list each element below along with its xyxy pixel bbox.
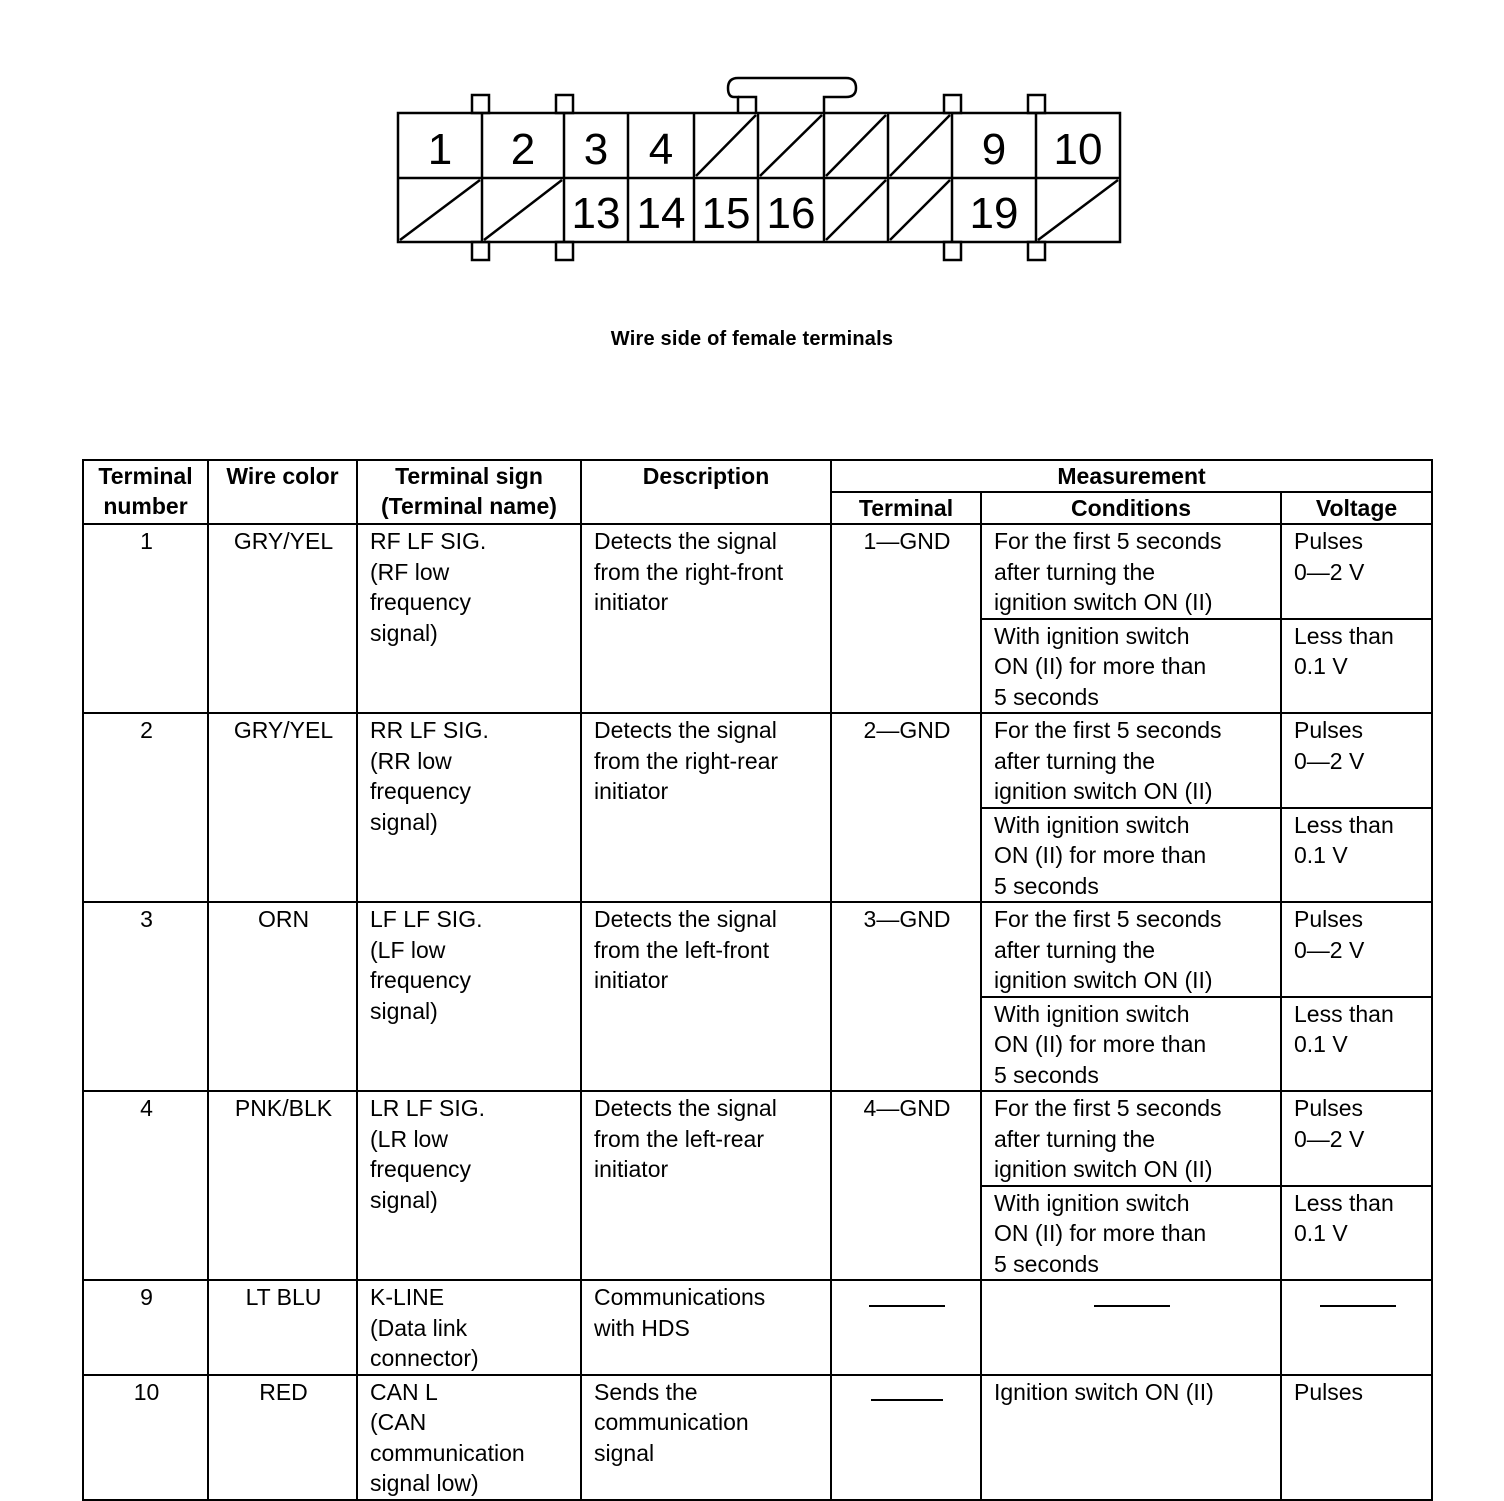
terminal-label: 14: [636, 189, 686, 238]
table-row: [83, 902, 1432, 997]
connector-tab: [1028, 95, 1045, 113]
terminal-sign: LF LF SIG. (LF low frequency signal): [357, 902, 581, 1091]
connector-tab: [472, 242, 489, 260]
connector-tab: [1028, 242, 1045, 260]
terminal-label: 19: [969, 189, 1019, 238]
connector-tab: [472, 95, 489, 113]
terminal-sign: K-LINE (Data link connector): [357, 1280, 581, 1375]
connector-tab: [556, 95, 573, 113]
header-description: Description: [581, 460, 831, 524]
condition: With ignition switch ON (II) for more than 5 seconds: [981, 619, 1281, 714]
condition: With ignition switch ON (II) for more than 5 seconds: [981, 808, 1281, 903]
condition: For the first 5 seconds after turning the ignition switch ON (II): [981, 713, 1281, 808]
empty-cavity-mark: [826, 180, 886, 240]
wire-color: ORN: [208, 902, 357, 1091]
description: Communications with HDS: [581, 1280, 831, 1375]
terminal-sign: CAN L (CAN communication signal low): [357, 1375, 581, 1500]
not-applicable-dash: [831, 1280, 981, 1375]
connector-latch: [728, 78, 856, 113]
terminal-sign: LR LF SIG. (LR low frequency signal): [357, 1091, 581, 1280]
header-wire-color: Wire color: [208, 460, 357, 524]
voltage: Less than 0.1 V: [1281, 808, 1432, 903]
connector-diagram: [0, 0, 1504, 300]
connector-caption: Wire side of female terminals: [610, 328, 894, 350]
terminal-sign: RF LF SIG. (RF low frequency signal): [357, 524, 581, 713]
connector-tab: [944, 242, 961, 260]
table-row: [83, 713, 1432, 808]
terminal-label: 1: [427, 125, 453, 174]
voltage: Less than 0.1 V: [1281, 1186, 1432, 1281]
connector-tab: [556, 242, 573, 260]
condition: For the first 5 seconds after turning the ignition switch ON (II): [981, 902, 1281, 997]
empty-cavity-mark: [1038, 180, 1118, 240]
terminal-label: 2: [510, 125, 536, 174]
description: Sends the communication signal: [581, 1375, 831, 1500]
condition: Ignition switch ON (II): [981, 1375, 1281, 1500]
description: Detects the signal from the right-front initiator: [581, 524, 831, 713]
table-row: [83, 524, 1432, 619]
empty-cavity-mark: [890, 180, 950, 240]
header-terminal-number: Terminal number: [83, 460, 208, 524]
table-row: [83, 1280, 1432, 1375]
voltage: Less than 0.1 V: [1281, 997, 1432, 1092]
terminal-label: 10: [1053, 125, 1103, 174]
voltage: Pulses 0—2 V: [1281, 902, 1432, 997]
voltage: Pulses 0—2 V: [1281, 713, 1432, 808]
condition: For the first 5 seconds after turning the ignition switch ON (II): [981, 524, 1281, 619]
empty-cavity-mark: [400, 180, 480, 240]
description: Detects the signal from the right-rear initiator: [581, 713, 831, 902]
empty-cavity-mark: [484, 180, 562, 240]
description: Detects the signal from the left-front initiator: [581, 902, 831, 1091]
voltage: Pulses 0—2 V: [1281, 1091, 1432, 1186]
terminal-label: 3: [583, 125, 609, 174]
terminal-label: 16: [766, 189, 816, 238]
wire-color: RED: [208, 1375, 357, 1500]
not-applicable-dash: [831, 1375, 981, 1500]
header-measurement: Measurement: [831, 460, 1432, 492]
wire-color: PNK/BLK: [208, 1091, 357, 1280]
condition: For the first 5 seconds after turning the ignition switch ON (II): [981, 1091, 1281, 1186]
terminal-number: 10: [83, 1375, 208, 1500]
empty-cavity-mark: [760, 115, 822, 176]
not-applicable-dash: [1281, 1280, 1432, 1375]
description: Detects the signal from the left-rear initiator: [581, 1091, 831, 1280]
terminal-label: 13: [571, 189, 621, 238]
table-row: [83, 1091, 1432, 1186]
header-terminal-sign: Terminal sign (Terminal name): [357, 460, 581, 524]
measure-terminal: 4—GND: [831, 1091, 981, 1280]
voltage: Less than 0.1 V: [1281, 619, 1432, 714]
header-conditions: Conditions: [981, 492, 1281, 524]
connector-tab: [944, 95, 961, 113]
wire-color: GRY/YEL: [208, 713, 357, 902]
empty-cavity-mark: [826, 115, 886, 176]
terminal-label: 9: [981, 125, 1007, 174]
measure-terminal: 1—GND: [831, 524, 981, 713]
wire-color: GRY/YEL: [208, 524, 357, 713]
header-terminal: Terminal: [831, 492, 981, 524]
terminal-label: 15: [701, 189, 751, 238]
empty-cavity-mark: [890, 115, 950, 176]
voltage: Pulses: [1281, 1375, 1432, 1500]
empty-cavity-mark: [696, 115, 756, 176]
wire-color: LT BLU: [208, 1280, 357, 1375]
condition: With ignition switch ON (II) for more than 5 seconds: [981, 1186, 1281, 1281]
terminal-label: 4: [648, 125, 674, 174]
terminal-number: 3: [83, 902, 208, 1091]
terminal-number: 4: [83, 1091, 208, 1280]
terminal-table: [82, 459, 1433, 1501]
table-row: [83, 1375, 1432, 1500]
header-voltage: Voltage: [1281, 492, 1432, 524]
not-applicable-dash: [981, 1280, 1281, 1375]
measure-terminal: 2—GND: [831, 713, 981, 902]
terminal-number: 1: [83, 524, 208, 713]
terminal-sign: RR LF SIG. (RR low frequency signal): [357, 713, 581, 902]
condition: With ignition switch ON (II) for more than 5 seconds: [981, 997, 1281, 1092]
terminal-number: 9: [83, 1280, 208, 1375]
terminal-number: 2: [83, 713, 208, 902]
measure-terminal: 3—GND: [831, 902, 981, 1091]
voltage: Pulses 0—2 V: [1281, 524, 1432, 619]
